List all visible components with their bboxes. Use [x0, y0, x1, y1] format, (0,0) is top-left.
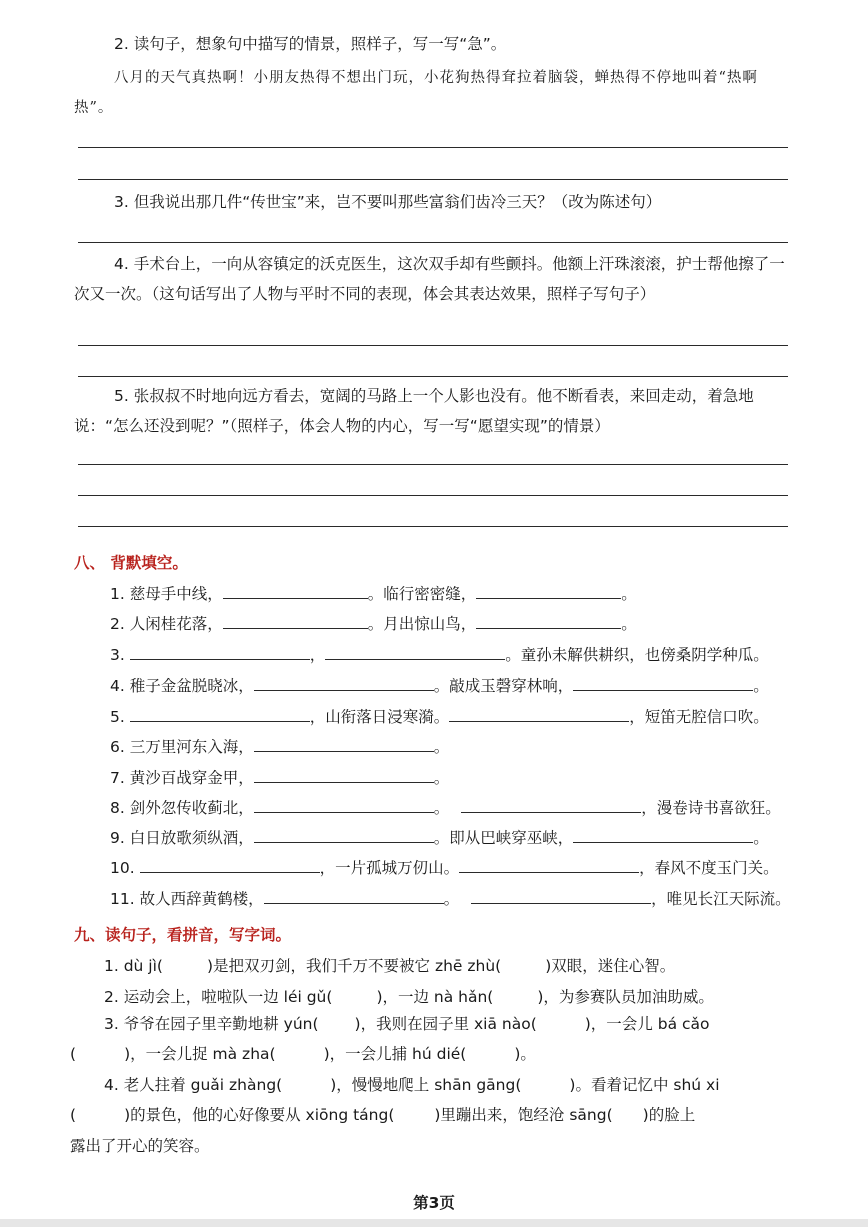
- page-number: 第3页: [413, 1194, 455, 1212]
- q2-prompt: 2. 读句子，想象句中描写的情景，照样子，写一写“急”。: [114, 35, 507, 53]
- pinyin-text: )双眼，迷住心智。: [545, 957, 676, 975]
- pinyin-text: )，一会儿 bá cǎo: [584, 1015, 710, 1033]
- poem-text: 。月出惊山鸟，: [367, 615, 477, 633]
- q5-text: 5. 张叔叔不时地向远方看去，宽阔的马路上一个人影也没有。他不断看表，来回走动，着急地说：“怎么还没到呢？”（照样子，体会人物的内心，写一写“愿望实现”的情景）: [74, 387, 754, 435]
- section8-title: 八、 背默填空。: [74, 554, 188, 572]
- pinyin-text: )。看着记忆中 shú xi: [569, 1076, 720, 1094]
- poem-text: 5.: [110, 708, 130, 726]
- q5-answer-line-2[interactable]: [78, 495, 788, 496]
- q4-answer-line-2[interactable]: [78, 376, 788, 377]
- pinyin-text: )的景色，他的心好像要从 xiōng táng(: [124, 1106, 395, 1124]
- pinyin-text: )，一边 nà hǎn(: [376, 988, 494, 1006]
- poem-blank[interactable]: [471, 887, 651, 904]
- poem-item-11: [110, 884, 791, 914]
- pinyin-text: 2. 运动会上，啦啦队一边 léi gǔ(: [104, 988, 333, 1006]
- poem-item-8: [110, 793, 781, 823]
- poem-item-7: [110, 763, 449, 793]
- poem-text: 9. 白日放歌须纵酒，: [110, 829, 254, 847]
- poem-blank[interactable]: [459, 856, 639, 873]
- q2-example: 八月的天气真热啊！小朋友热得不想出门玩，小花狗热得耷拉着脑袋，蝉热得不停地叫着“热啊热”。: [74, 70, 758, 116]
- pinyin-q3-line1: [104, 1009, 710, 1039]
- pinyin-text: )，为参赛队员加油助威。: [537, 988, 714, 1006]
- pinyin-q2: [104, 982, 714, 1012]
- poem-text: ，山衔落日浸寒漪。: [309, 708, 450, 726]
- page-bottom-band: [0, 1219, 868, 1227]
- pinyin-text: 1. dù jì(: [104, 957, 163, 975]
- poem-blank[interactable]: [476, 582, 621, 599]
- poem-text: 。敲成玉磬穿林响，: [433, 677, 574, 695]
- q2-answer-line-1[interactable]: [78, 147, 788, 148]
- poem-blank[interactable]: [223, 582, 368, 599]
- poem-text: 4. 稚子金盆脱晓冰，: [110, 677, 254, 695]
- poem-text: ，一片孤城万仞山。: [319, 859, 460, 877]
- poem-text: ，春风不度玉门关。: [639, 859, 779, 877]
- pinyin-q3-line2: [70, 1039, 536, 1069]
- poem-blank[interactable]: [254, 796, 434, 813]
- poem-blank[interactable]: [254, 826, 434, 843]
- pinyin-text: )里蹦出来，饱经沧 sāng(: [434, 1106, 613, 1124]
- poem-text: 。: [443, 890, 460, 908]
- q4-answer-line-1[interactable]: [78, 345, 788, 346]
- pinyin-text: )的脸上: [642, 1106, 696, 1124]
- poem-text: 。: [433, 769, 450, 787]
- poem-text: ，: [309, 646, 326, 664]
- poem-blank[interactable]: [264, 887, 444, 904]
- q4-text: 4. 手术台上，一向从容镇定的沃克医生，这次双手却有些颤抖。他额上汗珠滚滚，护士帮他擦了一次又一次。（这句话写出了人物与平时不同的表现，体会其表达效果，照样子写句子）: [74, 255, 785, 303]
- poem-blank[interactable]: [254, 766, 434, 783]
- q5-answer-line-3[interactable]: [78, 526, 788, 527]
- poem-blank[interactable]: [140, 856, 320, 873]
- poem-blank[interactable]: [476, 612, 621, 629]
- poem-blank[interactable]: [449, 705, 629, 722]
- poem-item-4: [110, 671, 769, 701]
- poem-text: 。: [433, 738, 450, 756]
- pinyin-text: )，一会儿捕 hú dié(: [323, 1045, 467, 1063]
- pinyin-text: )是把双刃剑，我们千万不要被它 zhē zhù(: [206, 957, 502, 975]
- poem-text: ，唯见长江天际流。: [651, 890, 791, 908]
- poem-text: 10.: [110, 859, 140, 877]
- poem-blank[interactable]: [254, 674, 434, 691]
- pinyin-text: 3. 爷爷在园子里辛勤地耕 yún(: [104, 1015, 319, 1033]
- poem-blank[interactable]: [130, 705, 310, 722]
- poem-blank[interactable]: [573, 826, 753, 843]
- poem-item-3: [110, 640, 769, 670]
- pinyin-text: 4. 老人拄着 guǎi zhàng(: [104, 1076, 283, 1094]
- poem-text: 1. 慈母手中线，: [110, 585, 223, 603]
- poem-item-2: [110, 609, 637, 639]
- pinyin-text: )，一会儿捉 mà zha(: [124, 1045, 276, 1063]
- poem-item-10: [110, 853, 779, 883]
- pinyin-text: )。: [514, 1045, 536, 1063]
- poem-text: 。: [433, 799, 450, 817]
- pinyin-text: )，我则在园子里 xiā nào(: [354, 1015, 537, 1033]
- q3-answer-line[interactable]: [78, 242, 788, 243]
- q5-answer-line-1[interactable]: [78, 464, 788, 465]
- pinyin-q1: [104, 951, 675, 981]
- poem-blank[interactable]: [573, 674, 753, 691]
- poem-text: ，短笛无腔信口吹。: [629, 708, 769, 726]
- poem-text: 6. 三万里河东入海，: [110, 738, 254, 756]
- poem-text: 。临行密密缝，: [367, 585, 477, 603]
- poem-text: 3.: [110, 646, 130, 664]
- poem-text: 。即从巴峡穿巫峡，: [433, 829, 574, 847]
- poem-item-9: [110, 823, 769, 853]
- poem-text: 。童孙未解供耕织，也傍桑阴学种瓜。: [505, 646, 769, 664]
- poem-text: 。: [621, 615, 637, 633]
- pinyin-q4-line2: [70, 1100, 695, 1130]
- pinyin-q4-line3: 露出了开心的笑容。: [70, 1137, 210, 1155]
- pinyin-q4-line1: [104, 1070, 720, 1100]
- poem-blank[interactable]: [461, 796, 641, 813]
- poem-item-1: [110, 579, 637, 609]
- poem-item-6: [110, 732, 449, 762]
- poem-blank[interactable]: [254, 735, 434, 752]
- pinyin-text: )，慢慢地爬上 shān gāng(: [330, 1076, 522, 1094]
- poem-blank[interactable]: [325, 643, 505, 660]
- poem-item-5: [110, 702, 769, 732]
- section9-title: 九、读句子，看拼音，写字词。: [74, 926, 292, 944]
- poem-blank[interactable]: [223, 612, 368, 629]
- poem-text: 。: [753, 829, 769, 847]
- poem-text: 7. 黄沙百战穿金甲，: [110, 769, 254, 787]
- poem-text: 2. 人闲桂花落，: [110, 615, 223, 633]
- q2-answer-line-2[interactable]: [78, 179, 788, 180]
- poem-text: 。: [753, 677, 769, 695]
- q3-text: 3. 但我说出那几件“传世宝”来，岂不要叫那些富翁们齿冷三天？（改为陈述句）: [114, 193, 662, 211]
- poem-blank[interactable]: [130, 643, 310, 660]
- poem-text: 8. 剑外忽传收蓟北，: [110, 799, 254, 817]
- poem-text: 11. 故人西辞黄鹤楼，: [110, 890, 264, 908]
- pinyin-text: (: [70, 1045, 77, 1063]
- pinyin-text: (: [70, 1106, 77, 1124]
- poem-text: ，漫卷诗书喜欲狂。: [641, 799, 781, 817]
- poem-text: 。: [621, 585, 637, 603]
